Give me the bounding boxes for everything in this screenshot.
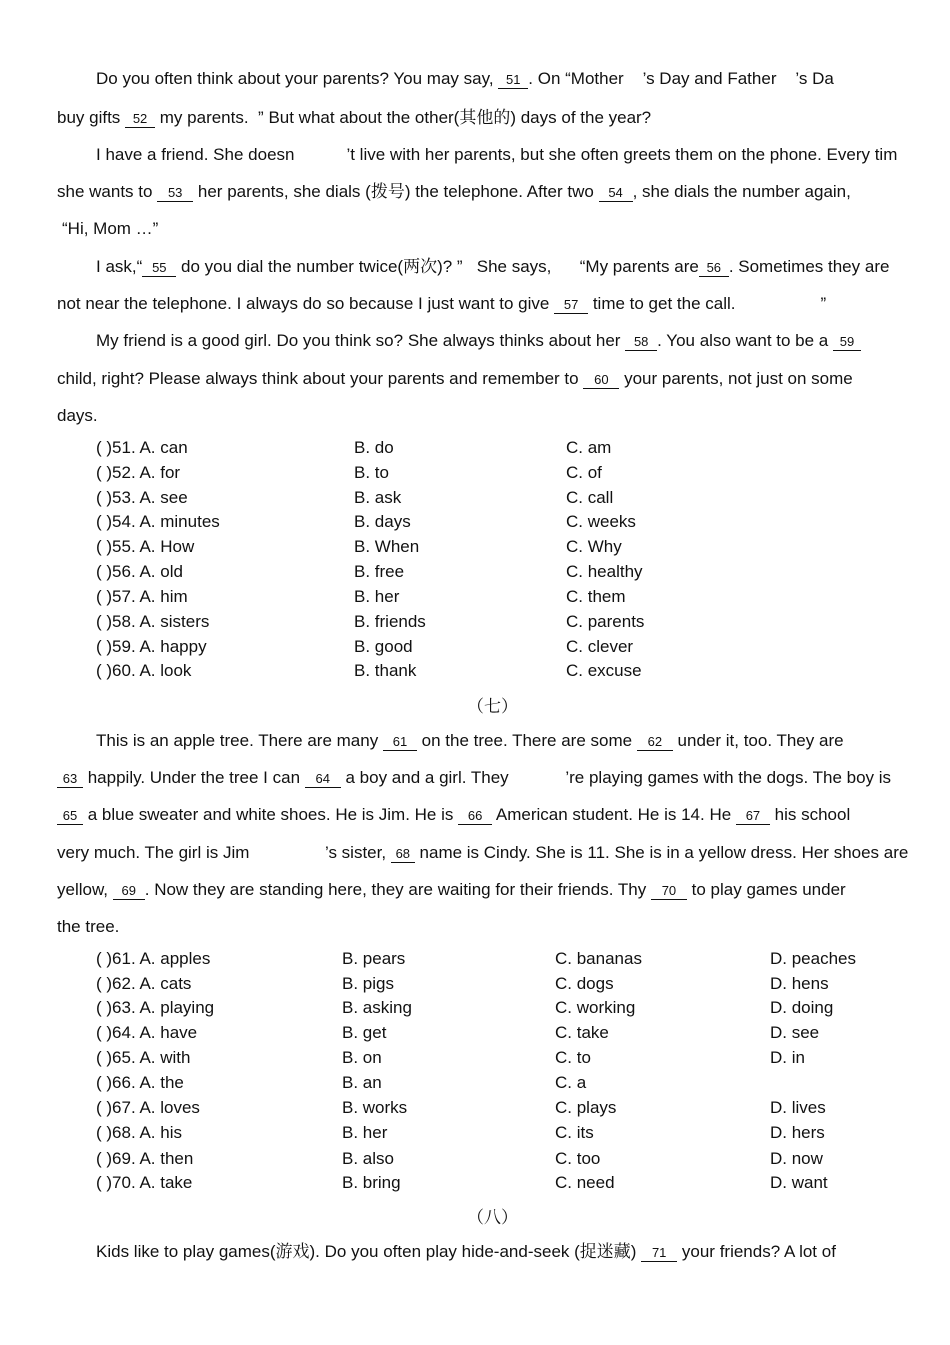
- question-67-a: ( )67. A. loves: [96, 1098, 200, 1117]
- question-52-b: B. to: [354, 463, 389, 482]
- passage-line: “Hi, Mom …”: [62, 219, 159, 238]
- question-69-d: D. now: [770, 1149, 823, 1168]
- question-69-b: B. also: [342, 1149, 394, 1168]
- question-70-a: ( )70. A. take: [96, 1173, 193, 1192]
- question-67-b: B. works: [342, 1098, 408, 1117]
- question-64-a: ( )64. A. have: [96, 1023, 198, 1042]
- question-51-c: C. am: [566, 438, 612, 457]
- blank-57: 57: [554, 297, 588, 314]
- passage-line: This is an apple tree. There are many 61 on the tree. There are some 62 under it, too. They are: [96, 731, 844, 750]
- blank-59: 59: [833, 334, 861, 351]
- question-57-b: B. her: [354, 587, 400, 606]
- blank-70: 70: [651, 883, 687, 900]
- blank-55: 55: [142, 260, 176, 277]
- passage-line: buy gifts 52 my parents. ” But what about the other(其他的) days of the year?: [57, 108, 652, 127]
- blank-69: 69: [113, 883, 145, 900]
- question-63-a: ( )63. A. playing: [96, 998, 215, 1017]
- question-67-c: C. plays: [555, 1098, 617, 1117]
- question-54-c: C. weeks: [566, 512, 636, 531]
- question-54-b: B. days: [354, 512, 411, 531]
- question-55-c: C. Why: [566, 537, 622, 556]
- section-title-7: （七）: [467, 697, 518, 716]
- question-58-c: C. parents: [566, 612, 645, 631]
- question-66-a: ( )66. A. the: [96, 1073, 184, 1092]
- blank-58: 58: [625, 334, 657, 351]
- passage-line: Kids like to play games(游戏). Do you often play hide-and-seek (捉迷藏) 71 your friends? A lot of: [96, 1242, 836, 1261]
- passage-line: Do you often think about your parents? You may say, 51 . On “Mother ’s Day and Father ’s Da: [96, 69, 834, 88]
- question-63-d: D. doing: [770, 998, 834, 1017]
- question-55-a: ( )55. A. How: [96, 537, 195, 556]
- question-62-a: ( )62. A. cats: [96, 974, 192, 993]
- passage-line: 65 a blue sweater and white shoes. He is Jim. He is 66 American student. He is 14. He 67 his school: [57, 804, 850, 826]
- question-58-b: B. friends: [354, 612, 426, 631]
- question-70-b: B. bring: [342, 1173, 401, 1192]
- question-56-c: C. healthy: [566, 562, 643, 581]
- passage-line: I ask,“ 55 do you dial the number twice(两次)? ” She says, “My parents are 56 . Sometimes they are: [96, 257, 890, 276]
- question-62-b: B. pigs: [342, 974, 394, 993]
- blank-64: 64: [305, 771, 341, 788]
- question-54-a: ( )54. A. minutes: [96, 512, 220, 531]
- question-56-b: B. free: [354, 562, 405, 581]
- passage-line: child, right? Please always think about your parents and remember to 60 your parents, not just on some: [57, 369, 853, 388]
- question-69-a: ( )69. A. then: [96, 1149, 194, 1168]
- passage-line: days.: [57, 406, 98, 425]
- question-64-c: C. take: [555, 1023, 609, 1042]
- blank-66: 66: [458, 808, 492, 825]
- question-58-a: ( )58. A. sisters: [96, 612, 210, 631]
- question-61-b: B. pears: [342, 949, 406, 968]
- blank-51: 51: [498, 72, 528, 89]
- passage-line: I have a friend. She doesn ’t live with her parents, but she often greets them on the phone. Every tim: [96, 145, 898, 164]
- question-59-c: C. clever: [566, 637, 634, 656]
- question-60-a: ( )60. A. look: [96, 661, 192, 680]
- question-61-d: D. peaches: [770, 949, 856, 968]
- passage-line: the tree.: [57, 917, 120, 936]
- question-62-d: D. hens: [770, 974, 829, 993]
- question-51-a: ( )51. A. can: [96, 438, 188, 457]
- blank-53: 53: [157, 185, 193, 202]
- question-68-b: B. her: [342, 1123, 388, 1142]
- blank-63: 63: [57, 771, 83, 788]
- passage-line: she wants to 53 her parents, she dials (拨号) the telephone. After two 54 , she dials the number again,: [57, 182, 851, 201]
- blank-67: 67: [736, 808, 770, 825]
- passage-line: 63 happily. Under the tree I can 64 a boy and a girl. They ’re playing games with the dogs. The boy is: [57, 767, 891, 789]
- question-60-c: C. excuse: [566, 661, 642, 680]
- question-59-a: ( )59. A. happy: [96, 637, 207, 656]
- question-62-c: C. dogs: [555, 974, 614, 993]
- question-57-c: C. them: [566, 587, 626, 606]
- question-68-d: D. hers: [770, 1123, 825, 1142]
- question-68-a: ( )68. A. his: [96, 1123, 182, 1142]
- question-69-c: C. too: [555, 1149, 601, 1168]
- question-70-c: C. need: [555, 1173, 615, 1192]
- passage-line: yellow, 69 . Now they are standing here, they are waiting for their friends. Thy 70 to play games under: [57, 880, 846, 899]
- passage-line: My friend is a good girl. Do you think so? She always thinks about her 58 . You also want to be a 59: [96, 330, 861, 352]
- question-53-a: ( )53. A. see: [96, 488, 188, 507]
- question-61-c: C. bananas: [555, 949, 642, 968]
- question-68-c: C. its: [555, 1123, 594, 1142]
- passage-line: not near the telephone. I always do so because I just want to give 57 time to get the call. ”: [57, 294, 827, 313]
- question-64-b: B. get: [342, 1023, 387, 1042]
- blank-61: 61: [383, 734, 417, 751]
- question-53-c: C. call: [566, 488, 614, 507]
- question-65-b: B. on: [342, 1048, 382, 1067]
- question-67-d: D. lives: [770, 1098, 826, 1117]
- question-65-d: D. in: [770, 1048, 805, 1067]
- blank-54: 54: [599, 185, 633, 202]
- question-56-a: ( )56. A. old: [96, 562, 183, 581]
- question-63-c: C. working: [555, 998, 636, 1017]
- section-title-8: （八）: [467, 1208, 518, 1227]
- blank-68: 68: [391, 846, 415, 863]
- question-63-b: B. asking: [342, 998, 412, 1017]
- question-64-d: D. see: [770, 1023, 820, 1042]
- passage-line: very much. The girl is Jim ’s sister, 68 name is Cindy. She is 11. She is in a yellow dress. Her shoes are: [57, 843, 909, 862]
- question-53-b: B. ask: [354, 488, 402, 507]
- blank-65: 65: [57, 808, 83, 825]
- question-61-a: ( )61. A. apples: [96, 949, 211, 968]
- question-70-d: D. want: [770, 1173, 828, 1192]
- question-51-b: B. do: [354, 438, 394, 457]
- question-52-c: C. of: [566, 463, 602, 482]
- blank-60: 60: [583, 372, 619, 389]
- blank-52: 52: [125, 111, 155, 128]
- blank-62: 62: [637, 734, 673, 751]
- question-57-a: ( )57. A. him: [96, 587, 188, 606]
- question-59-b: B. good: [354, 637, 413, 656]
- question-55-b: B. When: [354, 537, 420, 556]
- question-65-a: ( )65. A. with: [96, 1048, 191, 1067]
- question-60-b: B. thank: [354, 661, 417, 680]
- question-65-c: C. to: [555, 1048, 591, 1067]
- blank-71: 71: [641, 1245, 677, 1262]
- blank-56: 56: [699, 260, 729, 277]
- question-52-a: ( )52. A. for: [96, 463, 181, 482]
- question-66-b: B. an: [342, 1073, 382, 1092]
- question-66-c: C. a: [555, 1073, 587, 1092]
